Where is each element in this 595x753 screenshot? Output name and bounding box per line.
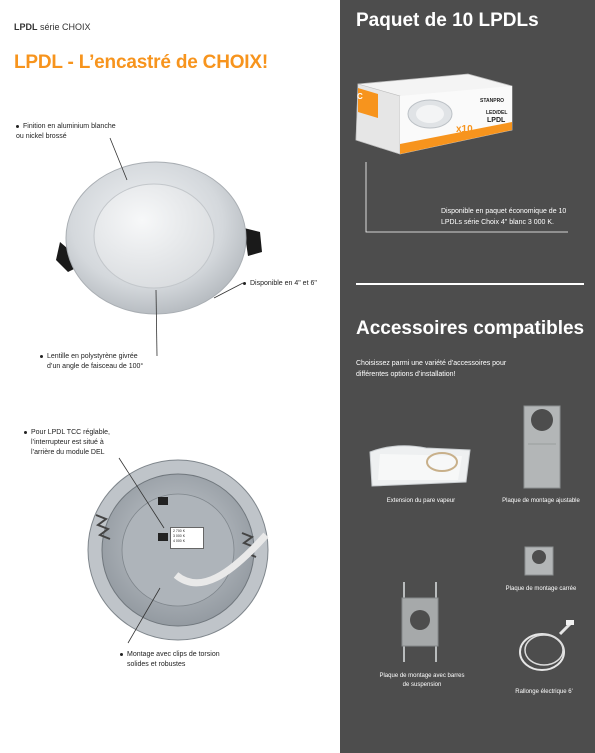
adjustable-plate-image: [522, 404, 562, 490]
pack-title: Paquet de 10 LPDLs: [356, 10, 539, 31]
bullet-icon: [24, 431, 27, 434]
note-lens: Lentille en polystyrène givrée d’un angle de faisceau de 100°: [40, 352, 143, 372]
note-finish: Finition en aluminium blanche ou nickel brossé: [16, 123, 116, 140]
accessories-title: Accessoires compatibles: [356, 318, 585, 339]
adjustable-plate-label: Plaque de montage ajustable: [502, 498, 580, 504]
square-plate-label: Plaque de montage carrée: [505, 586, 577, 592]
note-cct: Pour LPDL TCC réglable, l’interrupteur est situé à l’arrière du module DEL: [24, 428, 110, 458]
vapor-barrier-label: Extension du pare vapeur: [386, 498, 456, 504]
square-plate-image: [524, 546, 554, 576]
note-sizes: Disponible en 4" et 6": [243, 279, 317, 289]
bar-plate-label: Plaque de montage avec barres de suspension: [379, 673, 465, 688]
back-leader-lines: [0, 420, 340, 680]
box-lpdl-label: LPDL: [487, 117, 506, 124]
bar-plate-image: [394, 580, 446, 664]
bullet-icon: [40, 355, 43, 358]
series-text: série CHOIX: [40, 22, 91, 32]
box-led-label: LED/DEL: [486, 110, 508, 116]
box-count: x10: [456, 124, 473, 135]
note-clips: Montage avec clips de torsion solides et robustes: [120, 650, 220, 670]
bullet-icon: [120, 653, 123, 656]
right-panel: [340, 0, 595, 753]
series-brand: LPDL: [14, 22, 38, 32]
pack-description: Disponible en paquet économique de 10 LPDLs série Choix 4" blanc 3 000 K.: [441, 208, 567, 226]
switch-label-card: 2 700 K 3 000 K 4 000 K: [170, 527, 204, 549]
accessories-intro: Choisissez parmi une variété d’accessoires pour différentes options d’installation!: [356, 360, 507, 378]
section-divider: [356, 283, 584, 285]
bullet-icon: [16, 125, 19, 128]
box-brand: STANPRO: [480, 98, 505, 104]
headline: LPDL - L’encastré de CHOIX!: [14, 52, 268, 73]
extension-cable-label: Rallonge électrique 6': [515, 689, 573, 695]
bullet-icon: [243, 282, 246, 285]
extension-cable-image: [512, 614, 576, 678]
vapor-barrier-image: [366, 440, 476, 490]
box-logo: C: [357, 92, 363, 101]
